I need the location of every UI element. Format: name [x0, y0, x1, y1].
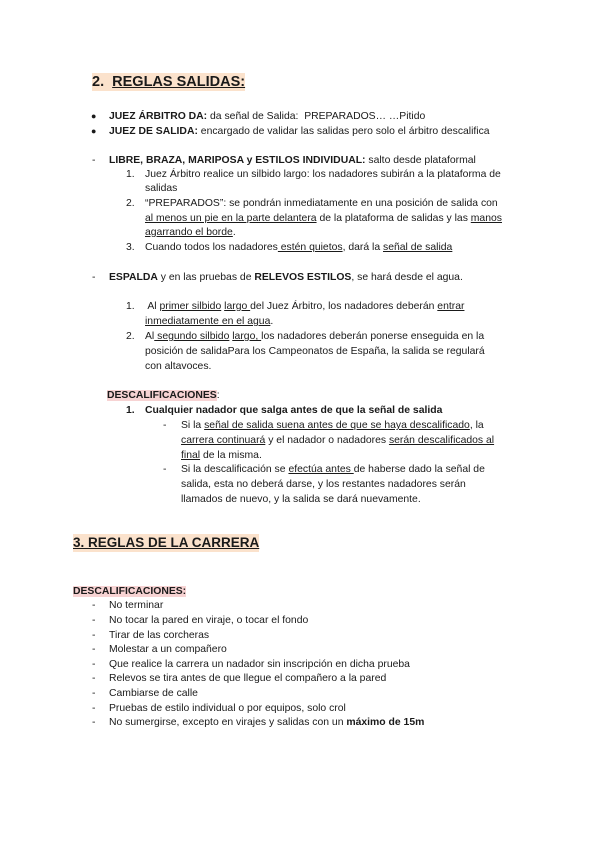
libre-text: salto desde plataformal [365, 155, 476, 166]
text: del Juez Árbitro, los nadadores deberán [250, 301, 438, 312]
text: : [216, 390, 220, 401]
text: de la misma. [200, 450, 262, 461]
descal-sub-1-line-2 [181, 434, 494, 447]
descal-title: DESCALIFICACIONES: [73, 586, 187, 597]
dash-marker: - [92, 615, 96, 626]
libre-item-1-line-1: Juez Árbitro realice un silbido largo: los nadadores subirán a la plataforma de [145, 169, 501, 180]
section-2-heading [92, 73, 245, 91]
underlined-text: señal de salida [383, 242, 453, 253]
dash-marker: - [92, 600, 96, 611]
underlined-text: segundo silbido [154, 331, 230, 342]
text: No sumergirse, excepto en virajes y salidas con un [109, 717, 347, 728]
dash-marker: - [92, 644, 96, 655]
section-title: 3. REGLAS DE LA CARRERA [73, 535, 260, 550]
espalda-item-1-line-1 [145, 300, 464, 313]
dash-marker: - [163, 464, 167, 475]
section-title: REGLAS SALIDAS: [112, 74, 246, 90]
bold-text: máximo de 15m [346, 717, 425, 728]
underlined-text: señal de salida suena antes de que se haya descalificado [204, 420, 470, 431]
list-item: Relevos se tira antes de que llegue el compañero a la pared [109, 673, 387, 684]
text: de la plataforma de salidas y las [316, 213, 471, 224]
descal-title: DESCALIFICACIONES [107, 390, 217, 401]
section-3-heading [73, 534, 259, 552]
text: Si la descalificación se [181, 464, 289, 475]
bullet-icon: ● [91, 111, 97, 121]
libre-item-2-line-3 [145, 226, 236, 239]
section-number: 2. [92, 74, 105, 90]
libre-heading [109, 154, 476, 167]
text: . [232, 227, 236, 238]
bullet-juez-salida [109, 125, 490, 138]
dash-marker: - [163, 420, 167, 431]
espalda-heading [109, 271, 463, 284]
text: . [270, 316, 274, 327]
underlined-text: al menos un pie en la parte delantera [145, 213, 317, 224]
bullet-label: JUEZ ÁRBITRO DA: [109, 111, 208, 122]
list-item: Cambiarse de calle [109, 688, 198, 699]
list-number: 3. [126, 242, 135, 253]
underlined-text: agarrando el borde [145, 227, 233, 238]
libre-item-3 [145, 241, 452, 254]
libre-item-1-line-2: salidas [145, 183, 178, 194]
espalda-item-1-line-2 [145, 315, 273, 328]
underlined-text: manos [470, 213, 502, 224]
text: Cuando todos los nadadores [145, 242, 278, 253]
descal-sub-2-line-3: llamados de nuevo, y la salida se dará nuevamente. [181, 494, 421, 505]
list-item [109, 716, 424, 729]
text: Al [145, 301, 160, 312]
text: los nadadores deberán ponerse enseguida en la [261, 331, 485, 342]
text: y el nadador o nadadores [265, 435, 389, 446]
descal-sub-1-line-1 [181, 419, 484, 432]
list-item: Pruebas de estilo individual o por equipos, solo crol [109, 703, 346, 714]
list-item: Tirar de las corcheras [109, 630, 210, 641]
bullet-juez-arbitro [109, 110, 425, 123]
dash-marker: - [92, 272, 96, 283]
list-item: No terminar [109, 600, 164, 611]
dash-marker: - [92, 155, 96, 166]
underlined-text: largo, [232, 331, 262, 342]
text: Al [145, 331, 155, 342]
espalda-item-2-line-3: con altavoces. [145, 361, 212, 372]
dash-marker: - [92, 630, 96, 641]
underlined-text: largo [224, 301, 251, 312]
dash-marker: - [92, 703, 96, 714]
list-number: 1. [126, 169, 135, 180]
text: de haberse dado la señal de [353, 464, 485, 475]
underlined-text: entrar [437, 301, 465, 312]
descalificaciones-heading [107, 389, 220, 402]
dash-marker: - [92, 659, 96, 670]
dash-marker: - [92, 673, 96, 684]
relevos-label: RELEVOS ESTILOS [254, 272, 352, 283]
list-item: Molestar a un compañero [109, 644, 227, 655]
bullet-text: encargado de validar las salidas pero solo el árbitro descalifica [197, 126, 490, 137]
libre-item-2-line-2 [145, 212, 502, 225]
text: y en las pruebas de [157, 272, 255, 283]
bullet-label: JUEZ DE SALIDA: [109, 126, 198, 137]
underlined-text: inmediatamente en el agua [145, 316, 271, 327]
espalda-label: ESPALDA [109, 272, 158, 283]
section-3-descal-heading [73, 585, 186, 598]
libre-label: LIBRE, BRAZA, MARIPOSA y ESTILOS INDIVIDUAL: [109, 155, 366, 166]
underlined-text: carrera continuará [181, 435, 266, 446]
list-number: 2. [126, 198, 135, 209]
text: , la [469, 420, 484, 431]
underlined-text: efectúa antes [288, 464, 354, 475]
dash-marker: - [92, 717, 96, 728]
descal-item-1: Cualquier nadador que salga antes de que la señal de salida [145, 405, 443, 416]
descal-sub-1-line-3 [181, 449, 262, 462]
bullet-icon: ● [91, 126, 97, 136]
list-number: 2. [126, 331, 135, 342]
underlined-text: primer silbido [159, 301, 222, 312]
list-item: Que realice la carrera un nadador sin inscripción en dicha prueba [109, 659, 410, 670]
text: , se hará desde el agua. [351, 272, 463, 283]
espalda-item-2-line-2: posición de salidaPara los Campeonatos de España, la salida se regulará [145, 346, 485, 357]
list-item: No tocar la pared en viraje, o tocar el fondo [109, 615, 309, 626]
dash-marker: - [92, 688, 96, 699]
underlined-text: serán descalificados al [388, 435, 495, 446]
list-number: 1. [126, 405, 135, 416]
espalda-item-2-line-1 [145, 330, 484, 343]
text: , dará la [342, 242, 384, 253]
underlined-text: final [181, 450, 201, 461]
bullet-text: da señal de Salida: PREPARADOS… …Pitido [207, 111, 426, 122]
underlined-text: estén quietos [277, 242, 343, 253]
list-number: 1. [126, 301, 135, 312]
descal-sub-2-line-1 [181, 463, 485, 476]
libre-item-2-line-1: “PREPARADOS”: se pondrán inmediatamente en una posición de salida con [145, 198, 498, 209]
descal-sub-2-line-2: salida, esta no deberá darse, y los restantes nadadores serán [181, 479, 466, 490]
text: Si la [181, 420, 205, 431]
